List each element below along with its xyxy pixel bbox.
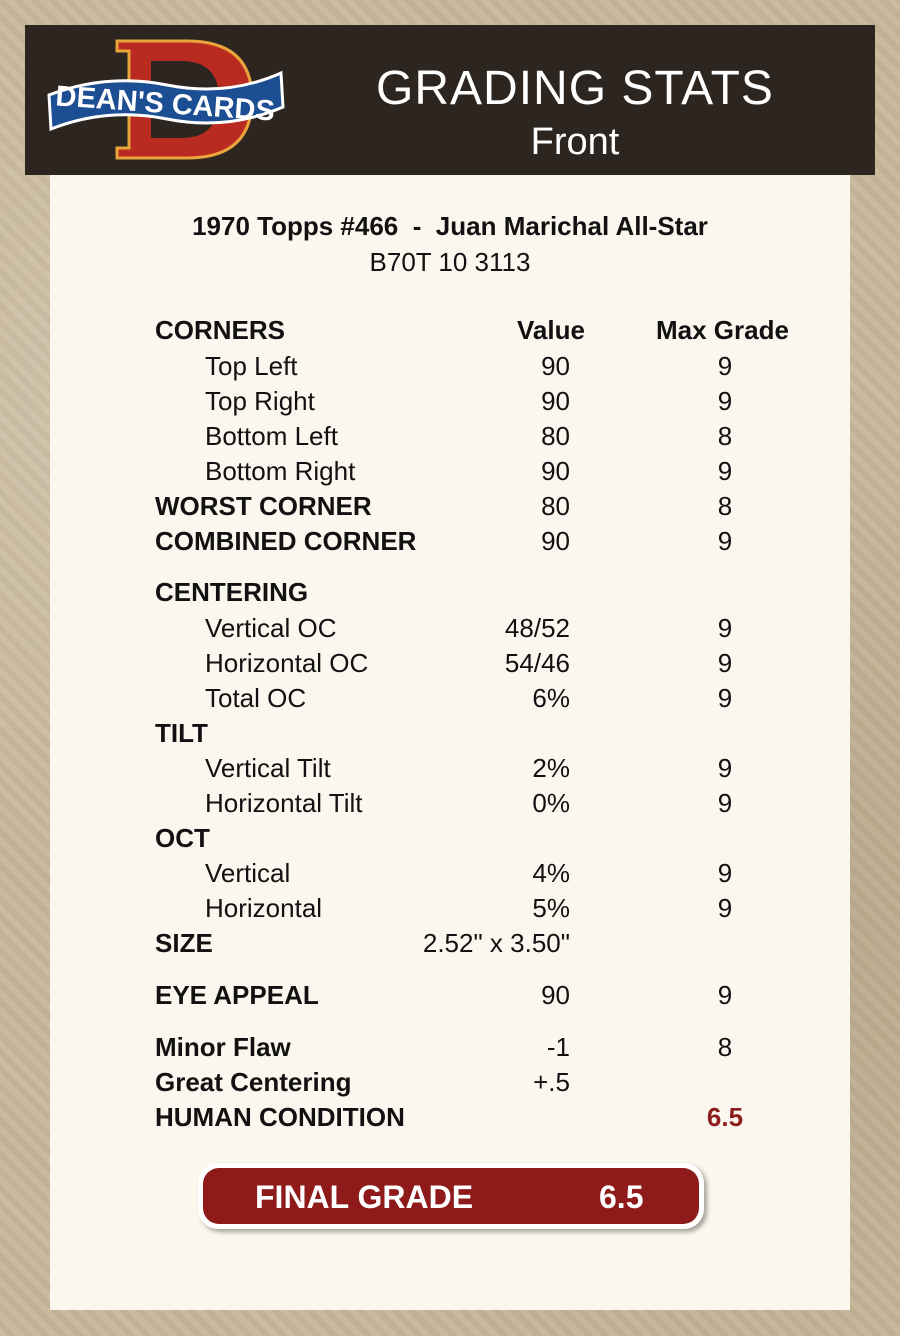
oct-horizontal-max: 9 [717,893,733,923]
bottom-right-label: Bottom Right [205,456,356,486]
top-right-value: 90 [541,386,570,416]
minor-flaw-max: 8 [717,1032,733,1062]
oct-vertical-value: 4% [532,858,570,888]
eye-appeal-max: 9 [717,980,733,1010]
value-column-header: Value [517,315,585,345]
corners-heading: CORNERS [155,315,286,345]
horizontal-oc-max: 9 [717,648,733,678]
header-bar [25,25,875,175]
bottom-left-label: Bottom Left [205,421,338,451]
vertical-tilt-label: Vertical Tilt [205,753,331,783]
top-right-max: 9 [717,386,733,416]
page-subtitle: Front [530,121,620,163]
page-title: GRADING STATS [376,62,774,115]
bottom-left-max: 8 [717,421,733,451]
combined-corner-value: 90 [541,526,570,556]
vertical-tilt-value: 2% [532,753,570,783]
combined-corner-label: COMBINED CORNER [155,526,417,556]
top-right-label: Top Right [205,386,315,416]
eye-appeal-value: 90 [541,980,570,1010]
total-oc-max: 9 [717,683,733,713]
great-centering-label: Great Centering [155,1067,352,1097]
oct-vertical-label: Vertical [205,858,291,888]
deans-cards-logo [47,37,287,162]
bottom-left-value: 80 [541,421,570,451]
svg-text:DEAN'S CARDS: DEAN'S CARDS [54,80,276,128]
top-left-value: 90 [541,351,570,381]
tilt-heading: TILT [155,718,208,748]
centering-heading: CENTERING [155,577,309,607]
total-oc-label: Total OC [205,683,307,713]
oct-heading: OCT [155,823,210,853]
oct-horizontal-label: Horizontal [205,893,323,923]
horizontal-tilt-max: 9 [717,788,733,818]
horizontal-tilt-value: 0% [532,788,570,818]
oct-vertical-max: 9 [717,858,733,888]
minor-flaw-value: -1 [546,1032,570,1062]
vertical-oc-value: 48/52 [504,613,570,643]
final-grade-label: FINAL GRADE [255,1179,474,1215]
horizontal-tilt-label: Horizontal Tilt [205,788,363,818]
max-grade-column-header: Max Grade [656,315,789,345]
worst-corner-value: 80 [541,491,570,521]
human-condition-label: HUMAN CONDITION [155,1102,405,1132]
card-title: 1970 Topps #466 - Juan Marichal All-Star [192,211,708,241]
bottom-right-max: 9 [717,456,733,486]
vertical-oc-max: 9 [717,613,733,643]
horizontal-oc-value: 54/46 [504,648,570,678]
horizontal-oc-label: Horizontal OC [205,648,369,678]
top-left-max: 9 [717,351,733,381]
card-code: B70T 10 3113 [369,247,531,277]
bottom-right-value: 90 [541,456,570,486]
size-label: SIZE [155,928,213,958]
human-condition-value: 6.5 [706,1102,744,1132]
eye-appeal-label: EYE APPEAL [155,980,319,1010]
great-centering-value: +.5 [533,1067,570,1097]
top-left-label: Top Left [205,351,298,381]
minor-flaw-label: Minor Flaw [155,1032,291,1062]
vertical-oc-label: Vertical OC [205,613,337,643]
final-grade-value: 6.5 [599,1179,644,1215]
final-grade-banner [198,1163,704,1229]
worst-corner-max: 8 [717,491,733,521]
stats-card [50,175,850,1310]
vertical-tilt-max: 9 [717,753,733,783]
oct-horizontal-value: 5% [532,893,570,923]
combined-corner-max: 9 [717,526,733,556]
size-value: 2.52" x 3.50" [422,928,570,958]
total-oc-value: 6% [532,683,570,713]
worst-corner-label: WORST CORNER [155,491,372,521]
